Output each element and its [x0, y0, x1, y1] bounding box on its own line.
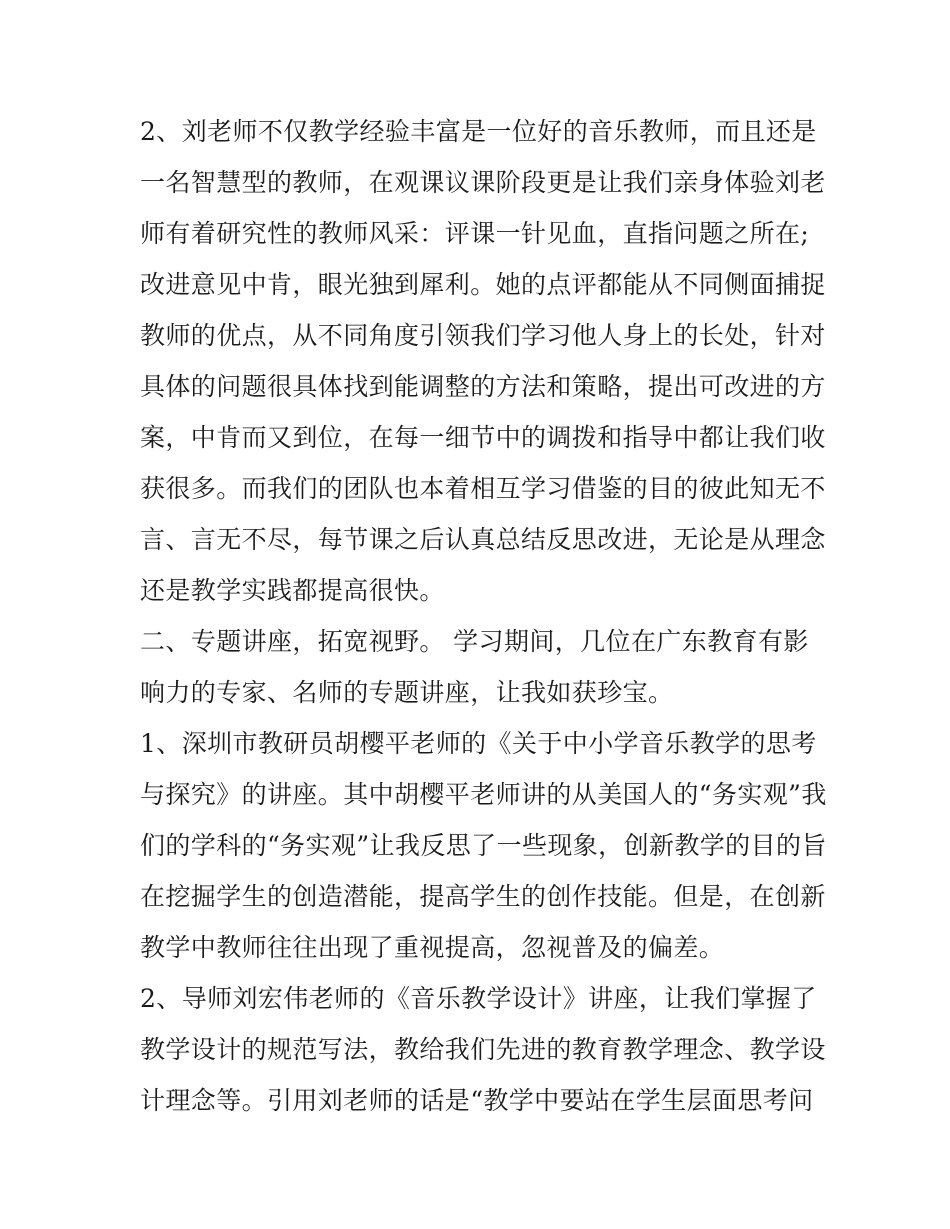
- text-line: 获很多。而我们的团队也本着相互学习借鉴的目的彼此知无不: [140, 474, 826, 503]
- text-line: 们的学科的“务实观”让我反思了一些现象，创新教学的目的旨: [140, 831, 827, 860]
- text-line: 言、言无不尽，每节课之后认真总结反思改进，无论是从理念: [140, 525, 826, 554]
- text-line: 2、刘老师不仅教学经验丰富是一位好的音乐教师，而且还是: [140, 117, 817, 146]
- text-line: 还是教学实践都提高很快。: [140, 576, 445, 605]
- text-line: 一名智慧型的教师，在观课议课阶段更是让我们亲身体验刘老: [140, 168, 826, 197]
- text-line: 在挖掘学生的创造潜能，提高学生的创作技能。但是，在创新: [140, 882, 826, 911]
- text-line: 具体的问题很具体找到能调整的方法和策略，提出可改进的方: [140, 372, 826, 401]
- text-line: 与探究》的讲座。其中胡樱平老师讲的从美国人的“务实观”我: [140, 780, 827, 809]
- text-line: 教学设计的规范写法，教给我们先进的教育教学理念、教学设: [140, 1035, 826, 1064]
- section-heading-line: 二、专题讲座，拓宽视野。 学习期间，几位在广东教育有影: [140, 627, 809, 656]
- text-line: 教师的优点，从不同角度引领我们学习他人身上的长处，针对: [140, 321, 826, 350]
- text-line: 响力的专家、名师的专题讲座，让我如获珍宝。: [140, 678, 674, 707]
- text-line: 师有着研究性的教师风采：评课一针见血，直指问题之所在;: [140, 219, 810, 248]
- text-line: 计理念等。引用刘老师的话是“教学中要站在学生层面思考问: [140, 1086, 814, 1115]
- text-line: 教学中教师往往出现了重视提高，忽视普及的偏差。: [140, 933, 725, 962]
- document-body: [140, 106, 827, 1126]
- text-line: 案，中肯而又到位，在每一细节中的调拨和指导中都让我们收: [140, 423, 826, 452]
- text-line: 改进意见中肯，眼光独到犀利。她的点评都能从不同侧面捕捉: [140, 270, 826, 299]
- text-line: 1、深圳市教研员胡樱平老师的《关于中小学音乐教学的思考: [140, 729, 817, 758]
- text-line: 2、导师刘宏伟老师的《音乐教学设计》讲座，让我们掌握了: [140, 984, 817, 1013]
